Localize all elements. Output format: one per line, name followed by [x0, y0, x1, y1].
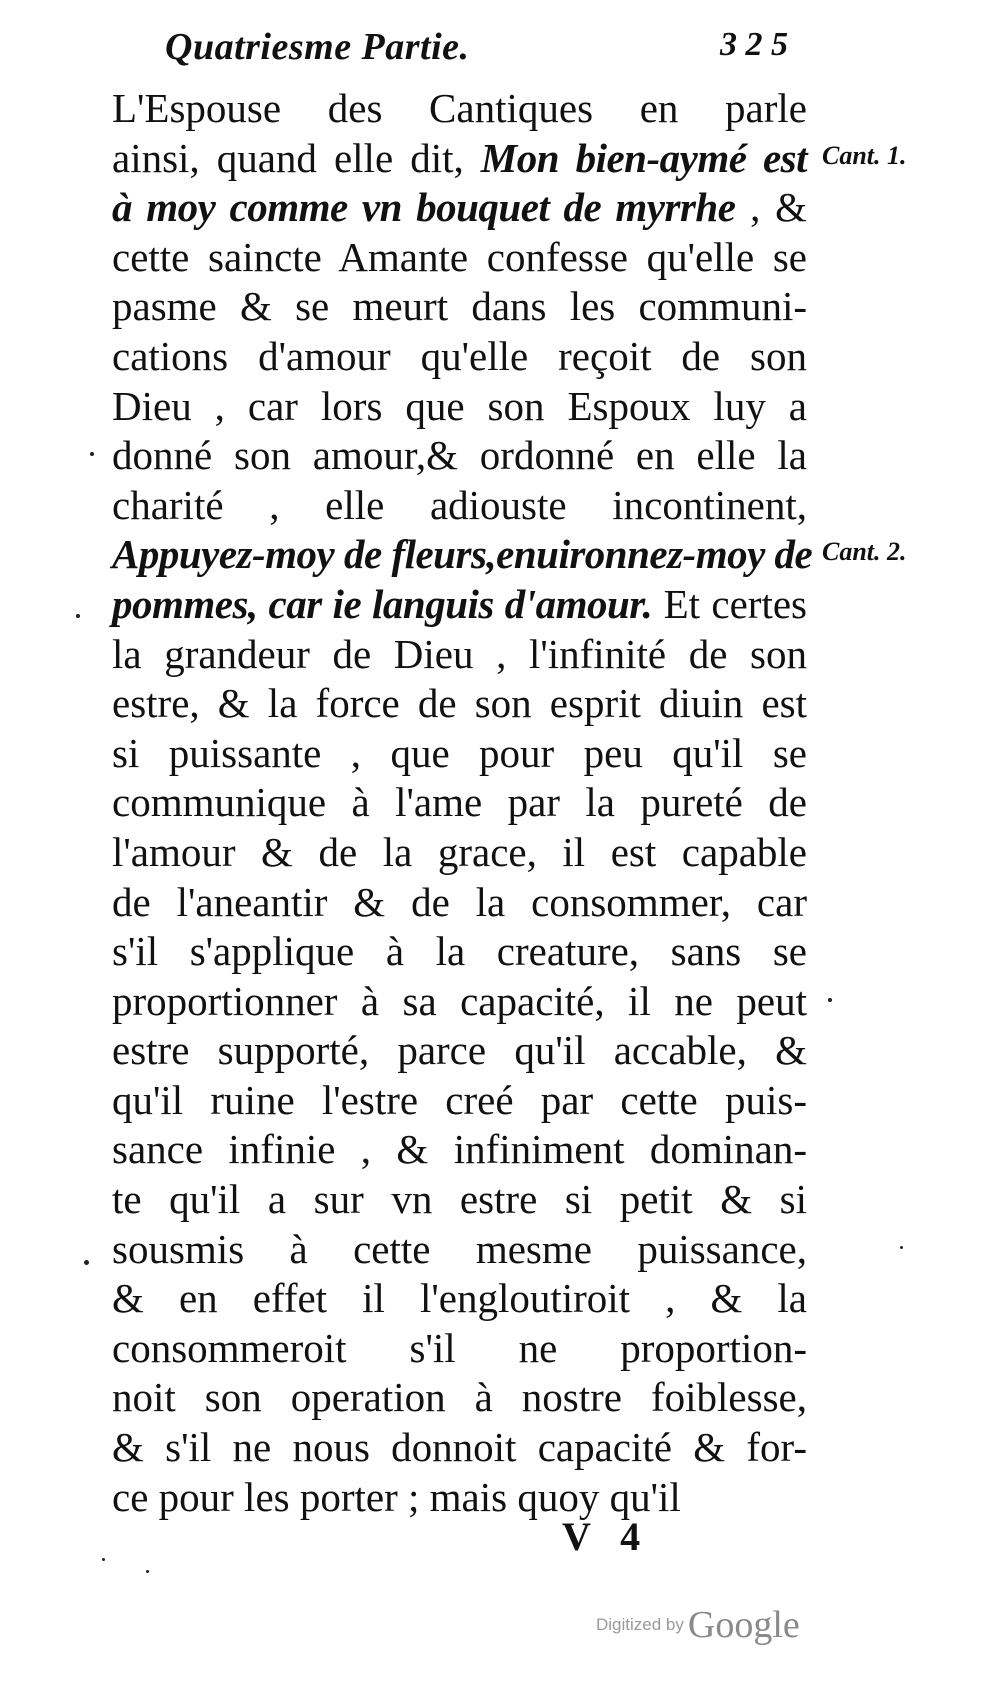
- text-line: cations d'amour qu'elle reçoit de son: [112, 332, 807, 379]
- text-line: s'il s'applique à la creature, sans se: [112, 928, 807, 975]
- page-number: 3 2 5: [720, 26, 788, 63]
- text-line: estre, & la force de son esprit diuin est: [112, 680, 807, 727]
- text-line: sance infinie , & infiniment dominan-: [112, 1126, 807, 1173]
- text-line: estre supporté, parce qu'il accable, &: [112, 1027, 807, 1074]
- body-text: [112, 84, 813, 1522]
- text-line: si puissante , que pour peu qu'il se: [112, 729, 807, 776]
- text-line: consommeroit s'il ne proportion-: [112, 1324, 807, 1371]
- text-line: [112, 183, 807, 233]
- text-span: , &: [735, 184, 807, 231]
- text-line: cette saincte Amante confesse qu'elle se: [112, 233, 807, 280]
- scan-speck: [900, 1246, 903, 1249]
- running-title: Quatriesme Partie.: [165, 26, 470, 68]
- text-line: ce pour les porter ; mais quoy qu'il: [112, 1473, 681, 1520]
- text-line: [112, 580, 807, 630]
- text-line: L'Espouse des Cantiques en parle: [112, 85, 807, 131]
- scan-speck: [828, 998, 832, 1002]
- margin-note-cant-2: Cant. 2.: [822, 537, 907, 566]
- margin-note-cant-1: Cant. 1.: [822, 141, 907, 170]
- text-line: de l'aneantir & de la consommer, car: [112, 878, 807, 925]
- scan-speck: [102, 1558, 105, 1561]
- text-line: noit son operation à nostre foiblesse,: [112, 1374, 807, 1421]
- text-line: sousmis à cette mesme puissance,: [112, 1225, 807, 1272]
- italic-quote: à moy comme vn bouquet de myrrhe: [112, 184, 736, 231]
- text-line: l'amour & de la grace, il est capable: [112, 828, 807, 875]
- text-line: & en effet il l'engloutiroit , & la: [112, 1275, 807, 1322]
- text-line: pasme & se meurt dans les communi-: [112, 283, 807, 330]
- signature-mark: V 4: [562, 1514, 651, 1559]
- text-line: & s'il ne nous donnoit capacité & for-: [112, 1424, 807, 1471]
- text-line: Dieu , car lors que son Espoux luy a: [112, 382, 807, 429]
- scan-speck: [84, 1260, 89, 1265]
- scan-speck: [76, 614, 80, 618]
- watermark-prefix: Digitized by: [596, 1615, 684, 1634]
- text-line: [112, 134, 807, 184]
- scan-speck: [146, 1570, 149, 1573]
- scan-speck: [90, 452, 94, 456]
- text-line: la grandeur de Dieu , l'infinité de son: [112, 630, 807, 677]
- text-line: proportionner à sa capacité, il ne peut: [112, 977, 807, 1024]
- text-line: qu'il ruine l'estre creé par cette puis-: [112, 1076, 807, 1123]
- text-span: Et certes: [652, 580, 807, 627]
- italic-quote-line: Appuyez-moy de fleurs,enuironnez-moy de: [112, 531, 813, 578]
- text-span: ainsi, quand elle dit,: [112, 134, 481, 181]
- digitized-watermark: [596, 1603, 800, 1647]
- text-line: charité , elle adiouste incontinent,: [112, 481, 807, 528]
- google-logo: Google: [687, 1604, 800, 1646]
- italic-quote: Mon bien-aymé est: [480, 134, 808, 181]
- text-line: communique à l'ame par la pureté de: [112, 779, 807, 826]
- text-line: te qu'il a sur vn estre si petit & si: [112, 1176, 807, 1223]
- text-line: donné son amour,& ordonné en elle la: [112, 432, 807, 479]
- italic-quote: pommes, car ie languis d'amour.: [112, 580, 653, 627]
